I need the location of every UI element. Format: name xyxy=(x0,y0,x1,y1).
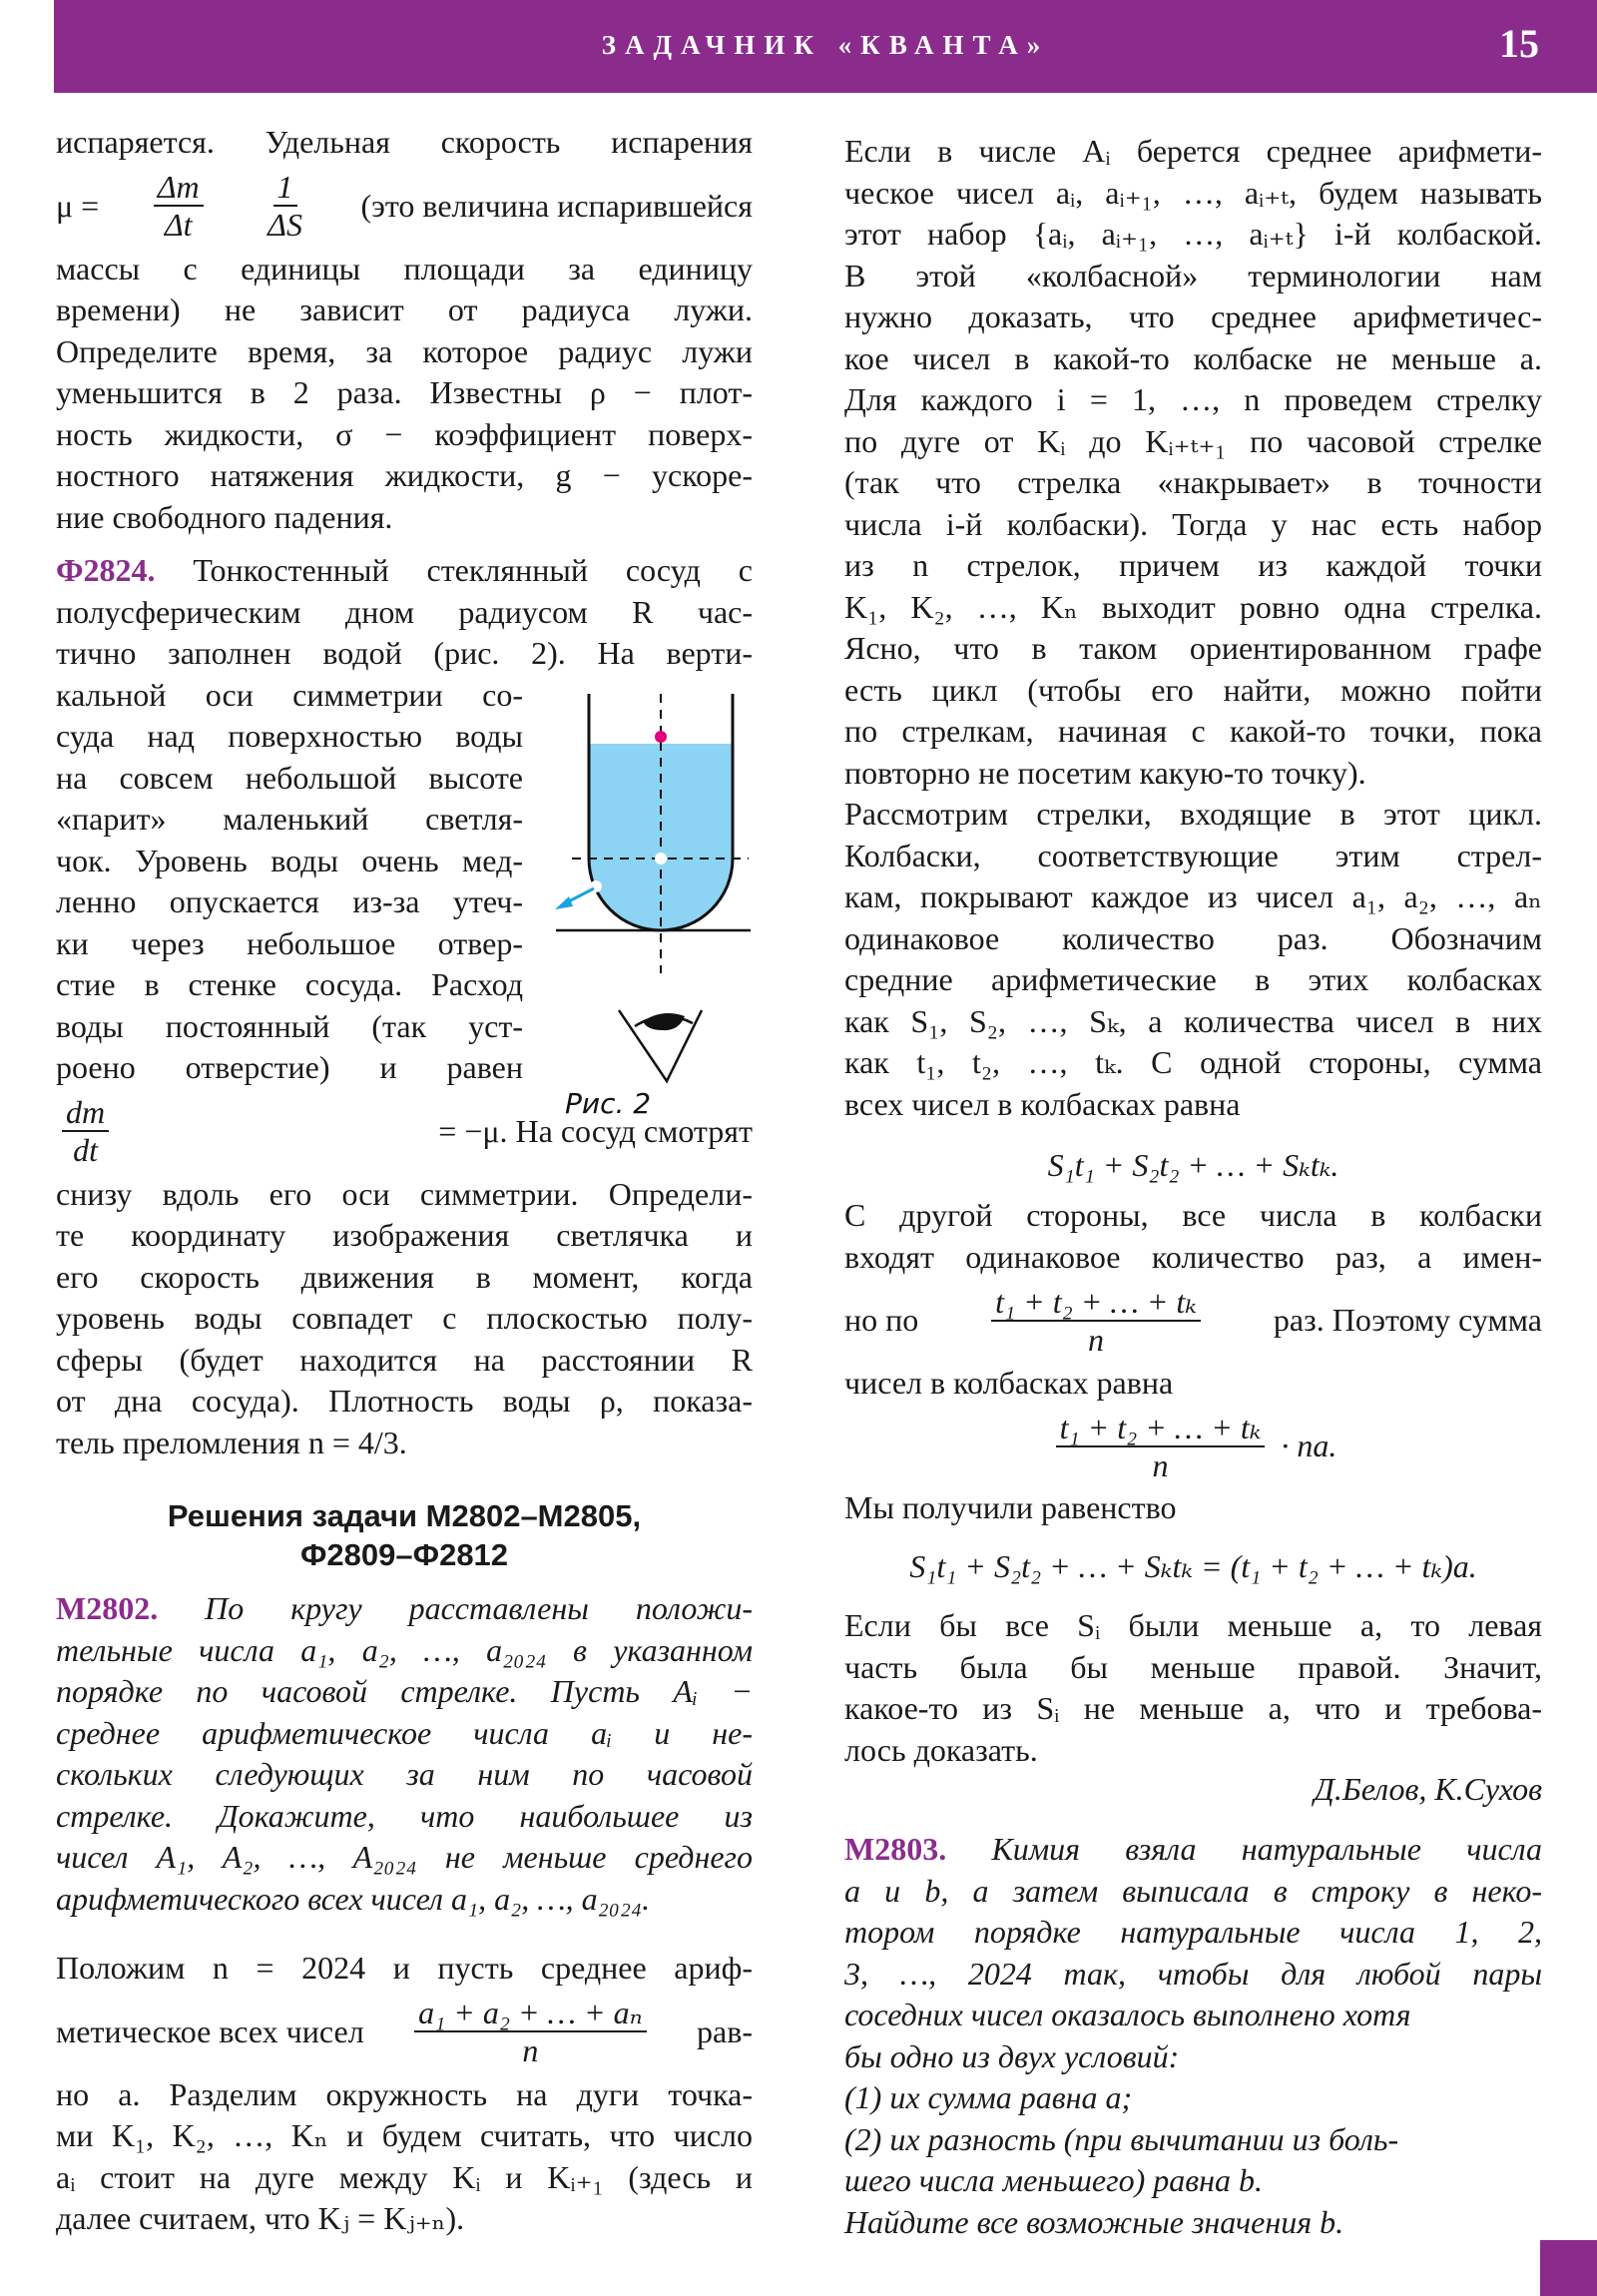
text-line: как S₁, S₂, …, Sₖ, а количества чисел в них xyxy=(844,1002,1542,1039)
corner-tab xyxy=(1540,2240,1597,2296)
solution-m2802-part5 xyxy=(844,1487,1542,1529)
text-line: числа i-й колбаски). Тогда у нас есть набор xyxy=(844,505,1542,542)
text-line: Ясно, что в таком ориентированном графе xyxy=(844,630,1542,666)
text-line: повторно не посетим какую-то точку). xyxy=(844,754,1366,791)
text-line xyxy=(56,1588,753,1630)
fraction xyxy=(1056,1410,1266,1483)
text-line: далее считаем, что Kⱼ = Kⱼ₊ₙ). xyxy=(56,2200,465,2236)
text-line: 3, …, 2024 так, чтобы для любой пары xyxy=(844,1955,1542,1992)
figure-caption: Рис. 2 xyxy=(565,1087,652,1120)
solution-m2802-part6 xyxy=(844,1605,1542,1771)
text-line: K₁, K₂, …, Kₙ выходит ровно одна стрелка. xyxy=(844,588,1542,625)
text-line: соседних чисел оказалось выполнено хотя xyxy=(844,1997,1411,2032)
text-line: «парит» маленький светля- xyxy=(56,801,523,837)
text-line: кое чисел в какой-то колбаске не меньше a. xyxy=(844,339,1542,376)
text-line: те координату изображения светлячка и xyxy=(56,1217,753,1253)
text-run: но по xyxy=(844,1302,919,1338)
center-point xyxy=(655,853,667,864)
text-run: рав- xyxy=(697,2012,753,2049)
text-line: стие в стенке сосуда. Расход xyxy=(56,966,523,1002)
text-line: воды постоянный (так уст- xyxy=(56,1007,523,1044)
page-number: 15 xyxy=(1499,21,1539,66)
text-line: кальной оси симметрии со- xyxy=(56,676,523,713)
fraction xyxy=(991,1284,1201,1358)
text-line: ми K₁, K₂, …, Kₙ и будем считать, что число xyxy=(56,2117,753,2153)
text-line: всех чисел в колбасках равна xyxy=(844,1085,1241,1122)
text-line: по стрелкам, начиная с какой-то точки, пока xyxy=(844,713,1542,749)
text-line: на совсем небольшой высоте xyxy=(56,759,523,796)
text-line xyxy=(56,164,753,249)
text-line: среднее арифметическое числа aᵢ и не- xyxy=(56,1714,753,1751)
text-line: Определите время, за которое радиус лужи xyxy=(56,332,753,369)
text-line: но a. Разделим окружность на дуги точка- xyxy=(56,2075,753,2112)
text-run: Тонкостенный стеклянный сосуд с xyxy=(155,552,753,588)
text-line: шего числа меньшего) равна b. xyxy=(844,2162,1263,2198)
denominator: dt xyxy=(73,1132,98,1168)
firefly-dot xyxy=(655,731,667,743)
solution-m2802-part3 xyxy=(844,794,1542,1125)
numerator: Δm xyxy=(154,169,204,207)
text-line: Колбаски, соответствующие этим стрел- xyxy=(844,837,1542,873)
text-line: средние арифметические в этих колбасках xyxy=(844,961,1542,997)
text-run: метическое всех чисел xyxy=(56,2012,364,2049)
problem-number: М2802. xyxy=(56,1590,159,1626)
text-line: лось доказать. xyxy=(844,1731,1038,1768)
text-line: бы одно из двух условий: xyxy=(844,2037,1180,2074)
fraction xyxy=(62,1094,109,1168)
numerator: dm xyxy=(62,1094,109,1132)
denominator: ΔS xyxy=(267,207,302,243)
text-line: испаряется. Удельная скорость испарения xyxy=(56,124,753,160)
solutions-heading xyxy=(56,1496,753,1574)
text-line: уровень воды совпадет с плоскостью полу- xyxy=(56,1300,753,1336)
text-line: ленно опускается из-за утеч- xyxy=(56,883,523,919)
solution-m2802-part2 xyxy=(844,131,1542,794)
text-line: ность жидкости, σ − коэффициент поверх- xyxy=(56,415,753,452)
text-line: ки через небольшое отвер- xyxy=(56,924,523,961)
text-line: Найдите все возможные значения b. xyxy=(844,2203,1344,2240)
text-line: тель преломления n = 4/3. xyxy=(56,1424,407,1460)
running-header xyxy=(54,0,1597,93)
text-line: этот набор {aᵢ, aᵢ₊₁, …, aᵢ₊ₜ} i-й колбаской. xyxy=(844,216,1542,252)
text-line: одинаковое количество раз. Обозначим xyxy=(844,919,1542,956)
journal-section-title: ЗАДАЧНИК «КВАНТА» xyxy=(601,30,1050,60)
text-line: В этой «колбасной» терминологии нам xyxy=(844,257,1542,293)
denominator: n xyxy=(522,2032,539,2068)
problem-number: М2803. xyxy=(844,1831,947,1867)
equation-equality xyxy=(844,1546,1542,1588)
problem-continuation xyxy=(56,122,753,538)
text-line xyxy=(56,550,753,592)
authors: Д.Белов, К.Сухов xyxy=(1314,1771,1542,1807)
text-line xyxy=(844,1278,1542,1363)
text-run: раз. Поэтому сумма xyxy=(1273,1302,1542,1338)
heading-line: Решения задачи М2802–М2805, xyxy=(167,1498,642,1533)
problem-m2803 xyxy=(844,1829,1542,2243)
solution-m2802-part1 xyxy=(56,1948,753,2240)
text-run: По кругу расставлены положи- xyxy=(158,1590,753,1626)
text-line: aᵢ стоит на дуге между Kᵢ и Kᵢ₊₁ (здесь и xyxy=(56,2158,753,2195)
numerator: 1 xyxy=(273,169,297,207)
text-line: тором порядке натуральные числа 1, 2, xyxy=(844,1914,1542,1950)
text-line: Если в числе Aᵢ берется среднее арифмети- xyxy=(844,133,1542,169)
text-line: стрелке. Докажите, что наибольшее из xyxy=(56,1797,753,1834)
text-line: какое-то из Sᵢ не меньше a, что и требова- xyxy=(844,1690,1542,1726)
text-line: скольких следующих за ним по часовой xyxy=(56,1756,753,1792)
text-line xyxy=(56,1990,753,2074)
text-line: массы с единицы площади за единицу xyxy=(56,250,753,287)
text-line: ностного натяжения жидкости, g − ускоре- xyxy=(56,457,753,493)
text-line: чок. Уровень воды очень мед- xyxy=(56,842,523,878)
text-line: из n стрелок, причем из каждой точки xyxy=(844,547,1542,583)
fraction xyxy=(264,169,306,243)
text-line: S₁t₁ + S₂t₂ + … + Sₖtₖ. xyxy=(1047,1147,1339,1183)
problem-m2802 xyxy=(56,1588,753,1920)
text-line: суда над поверхностью воды xyxy=(56,718,523,754)
text-line: часть была бы меньше правой. Значит, xyxy=(844,1648,1542,1685)
text-line: арифметического всех чисел a₁, a₂, …, a₂₀₂₄. xyxy=(56,1880,651,1917)
text-line: от дна сосуда). Плотность воды ρ, показа- xyxy=(56,1383,753,1419)
eye-icon xyxy=(619,1010,702,1081)
text-line xyxy=(844,1404,1542,1488)
problem-number: Ф2824. xyxy=(56,552,156,588)
text-run: Кимия взяла натуральные числа xyxy=(946,1831,1542,1867)
text-line: чисел A₁, A₂, …, A₂₀₂₄ не меньше среднего xyxy=(56,1839,753,1875)
text-line: S₁t₁ + S₂t₂ + … + Sₖtₖ = (t₁ + t₂ + … + tₖ)a. xyxy=(909,1548,1477,1584)
text-line: роено отверстие) и равен xyxy=(56,1049,523,1085)
text-line: Для каждого i = 1, …, n проведем стрелку xyxy=(844,381,1542,417)
denominator: n xyxy=(1088,1321,1105,1358)
figure-vessel xyxy=(539,659,798,1138)
text-line: Мы получили равенство xyxy=(844,1489,1177,1525)
heading-line: Ф2809–Ф2812 xyxy=(299,1537,509,1572)
text-line: сферы (будет находится на расстоянии R xyxy=(56,1341,753,1378)
text-line: снизу вдоль его оси симметрии. Определи- xyxy=(56,1175,753,1212)
text-line: полусферическим дном радиусом R час- xyxy=(56,593,753,630)
text-line: его скорость движения в момент, когда xyxy=(56,1258,753,1295)
denominator: Δt xyxy=(164,207,193,243)
text-line: (2) их разность (при вычитании из боль- xyxy=(844,2120,1399,2157)
text-run: μ = xyxy=(56,187,100,224)
text-line: кам, покрывают каждое из чисел a₁, a₂, …, aₙ xyxy=(844,878,1542,914)
equation-sum xyxy=(844,1145,1542,1187)
text-line: ческое чисел aᵢ, aᵢ₊₁, …, aᵢ₊ₜ, будем называть xyxy=(844,174,1542,211)
text-line: чисел в колбасках равна xyxy=(844,1365,1174,1401)
text-line: Рассмотрим стрелки, входящие в этот цикл. xyxy=(844,796,1542,832)
text-run: · na. xyxy=(1281,1428,1337,1463)
text-line: Положим n = 2024 и пусть среднее ариф- xyxy=(56,1950,753,1986)
text-line: порядке по часовой стрелке. Пусть Aᵢ − xyxy=(56,1673,753,1709)
text-run: (это величина испарившейся xyxy=(360,187,753,224)
text-line: (1) их сумма равна a; xyxy=(844,2079,1133,2115)
text-line: тично заполнен водой (рис. 2). На верти- xyxy=(56,635,753,671)
text-line: тельные числа a₁, a₂, …, a₂₀₂₄ в указанном xyxy=(56,1631,753,1668)
solution-m2802-part4 xyxy=(844,1195,1542,1405)
numerator: a₁ + a₂ + … + aₙ xyxy=(414,1995,646,2032)
leak-arrow-icon xyxy=(555,888,594,909)
fraction xyxy=(154,169,204,243)
text-line: уменьшится в 2 раза. Известны ρ − плот- xyxy=(56,374,753,410)
text-line xyxy=(844,1829,1542,1871)
text-line: нужно доказать, что среднее арифметичес- xyxy=(844,298,1542,334)
equation-fraction xyxy=(844,1404,1542,1488)
text-run: = −μ. На сосуд смотрят xyxy=(438,1112,753,1149)
text-line: времени) не зависит от радиуса лужи. xyxy=(56,291,753,327)
text-line: есть цикл (чтобы его найти, можно пойти xyxy=(844,671,1542,708)
text-line: Если бы все Sᵢ были меньше a, то левая xyxy=(844,1607,1542,1643)
text-line: a и b, а затем выписала в строку в неко- xyxy=(844,1872,1542,1909)
text-line: С другой стороны, все числа в колбаски xyxy=(844,1197,1542,1233)
fraction xyxy=(414,1995,646,2068)
text-line: (так что стрелка «накрывает» в точности xyxy=(844,464,1542,500)
numerator: t₁ + t₂ + … + tₖ xyxy=(991,1284,1201,1322)
text-line: по дуге от Kᵢ до Kᵢ₊ₜ₊₁ по часовой стрелке xyxy=(844,422,1542,459)
denominator: n xyxy=(1152,1446,1169,1483)
text-line: как t₁, t₂, …, tₖ. С одной стороны, сумма xyxy=(844,1044,1542,1080)
numerator: t₁ + t₂ + … + tₖ xyxy=(1056,1410,1266,1447)
text-line: входят одинаковое количество раз, а имен- xyxy=(844,1238,1542,1275)
text-line: ние свободного падения. xyxy=(56,498,393,535)
